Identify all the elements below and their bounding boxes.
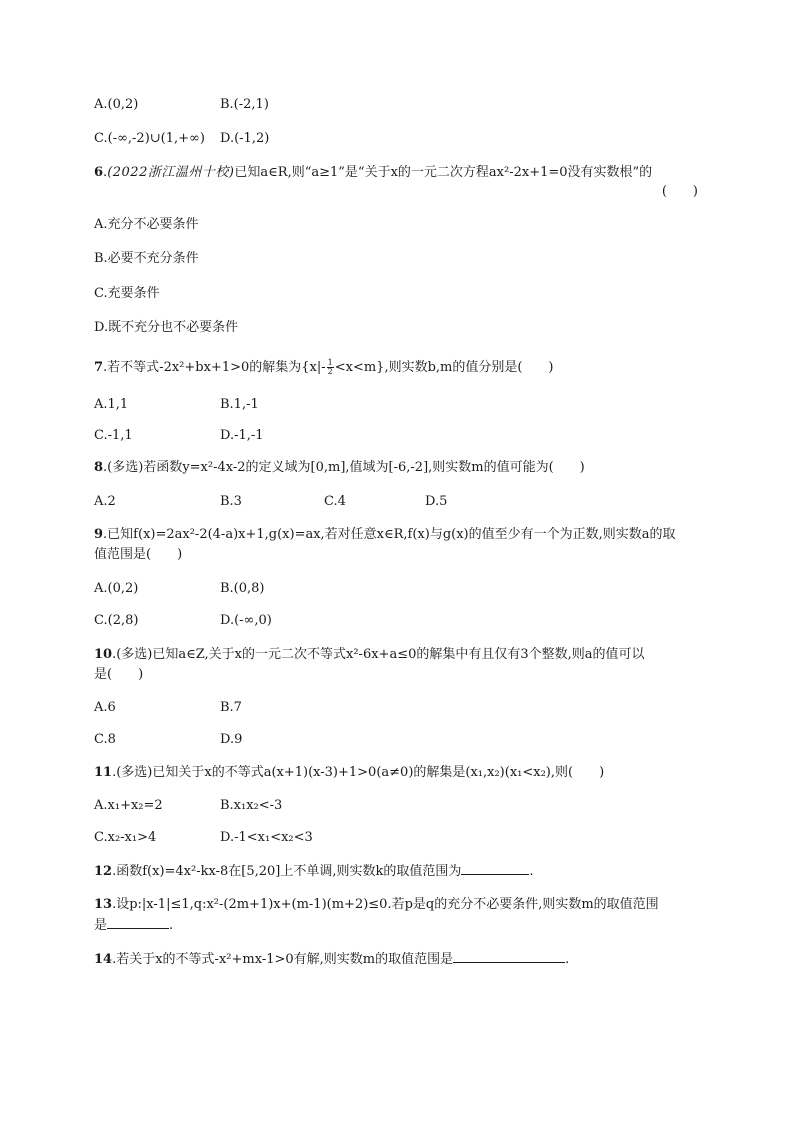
q11-option-b: B.x₁x₂<-3 [220, 798, 283, 813]
q14-answer-blank[interactable] [453, 950, 565, 963]
q6-source-tag: (2022浙江温州十校) [107, 165, 235, 180]
q8-option-d: D.5 [425, 494, 448, 509]
q12-answer-blank[interactable] [461, 862, 529, 875]
q9-option-b: B.(0,8) [220, 581, 265, 596]
q8-stem [94, 459, 704, 476]
q6-number: 6 [94, 165, 104, 180]
q6-option-a: A.充分不必要条件 [94, 217, 199, 232]
q13-stem-line2 [94, 916, 704, 934]
q9-text-line1: .已知f(x)=2ax²-2(4-a)x+1,g(x)=ax,若对任意x∈R,f(x)与g(x)的值至少有一个为正数,则实数a的取 [103, 527, 676, 542]
q5-option-d: D.(-1,2) [220, 131, 270, 146]
q11-text: .(多选)已知关于x的不等式a(x+1)(x-3)+1>0(a≠0)的解集是(x₁,x₂)(x₁<x₂),则( ) [112, 765, 605, 780]
q9-stem-line2: 值范围是( ) [94, 547, 183, 562]
q7-text-after: <x<m},则实数b,m的值分别是( ) [334, 360, 554, 375]
q6-option-c: C.充要条件 [94, 286, 160, 301]
q12-text: .函数f(x)=4x²-kx-8在[5,20]上不单调,则实数k的取值范围为 [112, 864, 462, 879]
q7-option-c: C.-1,1 [94, 428, 133, 443]
q7-option-a: A.1,1 [94, 397, 129, 412]
q14-text: .若关于x的不等式-x²+mx-1>0有解,则实数m的取值范围是 [112, 952, 454, 967]
q7-option-d: D.-1,-1 [220, 428, 264, 443]
q10-stem-line1 [94, 646, 704, 663]
q13-text-line2: 是 [94, 918, 108, 933]
q7-option-b: B.1,-1 [220, 397, 259, 412]
q7-fraction [327, 359, 334, 376]
q7-fraction-numerator: 1 [327, 358, 333, 367]
q13-answer-blank[interactable] [107, 916, 169, 929]
q7-fraction-denominator: 2 [327, 367, 333, 376]
q10-text-line1: .(多选)已知a∈Z,关于x的一元二次不等式x²-6x+a≤0的解集中有且仅有3个整数,则a的值可以 [112, 647, 645, 662]
q14-end: . [565, 952, 570, 967]
q11-option-d: D.-1<x₁<x₂<3 [220, 830, 313, 845]
q11-option-c: C.x₂-x₁>4 [94, 830, 157, 845]
q12-end: . [529, 864, 534, 879]
q6-option-d: D.既不充分也不必要条件 [94, 320, 239, 335]
q9-option-d: D.(-∞,0) [220, 613, 272, 628]
q6-answer-paren: ( ) [661, 184, 698, 199]
q7-text-before: .若不等式-2x²+bx+1>0的解集为{x|- [103, 360, 326, 375]
q12-stem [94, 862, 704, 880]
q11-option-a: A.x₁+x₂=2 [94, 798, 163, 813]
q13-stem-line1 [94, 896, 704, 913]
q9-option-a: A.(0,2) [94, 581, 139, 596]
q8-option-b: B.3 [220, 494, 242, 509]
q14-stem [94, 950, 704, 968]
q9-number: 9 [94, 527, 104, 542]
q10-number: 10 [94, 647, 113, 662]
q13-text-line1: .设p:|x-1|≤1,q:x²-(2m+1)x+(m-1)(m+2)≤0.若p是q的充分不必要条件,则实数m的取值范围 [112, 897, 659, 912]
q7-stem [94, 359, 704, 376]
q5-option-a: A.(0,2) [94, 97, 139, 112]
q5-option-c: C.(-∞,-2)∪(1,+∞) [94, 131, 205, 146]
q6-stem: 6.(2022浙江温州十校)已知a∈R,则“a≥1”是“关于x的一元二次方程ax²-2x+1=0没有实数根”的 [94, 165, 653, 180]
q14-number: 14 [94, 952, 113, 967]
q7-number: 7 [94, 360, 104, 375]
q13-end: . [169, 918, 174, 933]
q11-number: 11 [94, 765, 113, 780]
q8-number: 8 [94, 460, 104, 475]
q12-number: 12 [94, 864, 113, 879]
q6-text: 已知a∈R,则“a≥1”是“关于x的一元二次方程ax²-2x+1=0没有实数根”的 [234, 165, 653, 180]
q8-text: .(多选)若函数y=x²-4x-2的定义域为[0,m],值域为[-6,-2],则实数m的值可能为( ) [103, 460, 585, 475]
q6-option-b: B.必要不充分条件 [94, 251, 199, 266]
q9-option-c: C.(2,8) [94, 613, 139, 628]
q10-option-d: D.9 [220, 732, 243, 747]
q10-option-c: C.8 [94, 732, 116, 747]
q5-option-b: B.(-2,1) [220, 97, 269, 112]
q10-stem-line2: 是( ) [94, 667, 144, 682]
q8-option-a: A.2 [94, 494, 116, 509]
q10-option-b: B.7 [220, 700, 242, 715]
q9-stem-line1 [94, 526, 704, 543]
q10-option-a: A.6 [94, 700, 116, 715]
q8-option-c: C.4 [324, 494, 346, 509]
q13-number: 13 [94, 897, 113, 912]
q11-stem [94, 764, 704, 781]
